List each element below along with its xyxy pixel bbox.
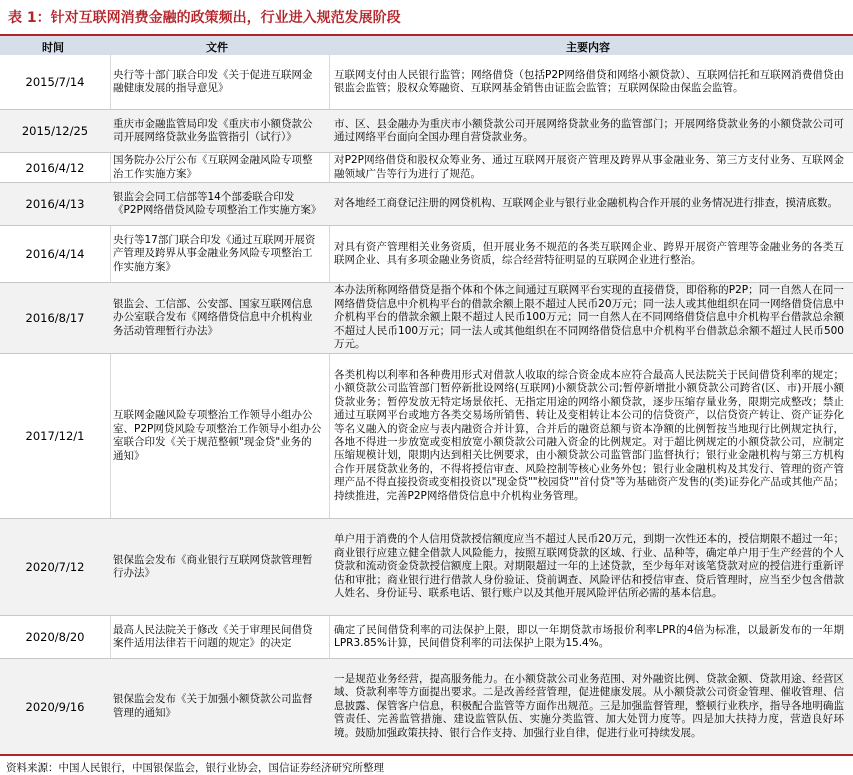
row-time: 2016/8/17 (25, 311, 85, 325)
table-row (0, 616, 853, 659)
table-row (0, 226, 853, 283)
row-time: 2015/12/25 (21, 124, 89, 138)
row-time: 2015/7/14 (25, 75, 85, 89)
table-row (0, 110, 853, 153)
row-time: 2016/4/14 (25, 247, 85, 261)
row-time: 2017/12/1 (25, 429, 85, 443)
table-row (0, 183, 853, 226)
table-row (0, 153, 853, 183)
row-time: 2016/4/12 (25, 160, 85, 175)
table-row (0, 659, 853, 754)
row-document: 央行等17部门联合印发《通过互联网开展资产管理及跨界从事金融业务风险专项整治工作实施方案》 (113, 233, 316, 273)
row-content: 对具有资产管理相关业务资质，但开展业务不规范的各类互联网企业、跨界开展资产管理等金融业务的各类互联网企业、具有多项金融业务资质，综合经营特征明显的互联网企业进行整治。 (334, 240, 844, 266)
row-document: 银监会会同工信部等14个部委联合印发《P2P网络借贷风险专项整治工作实施方案》 (113, 190, 322, 216)
row-document: 最高人民法院关于修改《关于审理民间借贷案件适用法律若干问题的规定》的决定 (113, 623, 313, 649)
row-time: 2020/8/20 (25, 630, 85, 644)
row-content: 确定了民间借贷利率的司法保护上限，即以一年期贷款市场报价利率LPR的4倍为标准，以最新发布的一年期LPR3.85%计算，民间借贷利率的司法保护上限为15.4%。 (334, 623, 844, 649)
table-row (0, 55, 853, 110)
row-document: 重庆市金融监管局印发《重庆市小额贷款公司开展网络贷款业务监管指引（试行）》 (113, 117, 313, 143)
row-time: 2016/4/13 (25, 197, 85, 211)
row-content: 互联网支付由人民银行监管；网络借贷（包括P2P网络借贷和网络小额贷款）、互联网信托和互联网消费借贷由银监会监管；股权众筹融资、互联网基金销售由证监会监管；互联网保险由保监会监管。 (334, 68, 844, 94)
row-document: 互联网金融风险专项整治工作领导小组办公室、P2P网贷风险专项整治工作领导小组办公室联合印发《关于规范整顿"现金贷"业务的通知》 (113, 409, 322, 462)
source-text: 资料来源：中国人民银行，中国银保监会，银行业协会，国信证券经济研究所整理 (6, 762, 384, 774)
table-row (0, 519, 853, 616)
row-content: 对各地经工商登记注册的网贷机构、互联网企业与银行业金融机构合作开展的业务情况进行排查，摸清底数。 (334, 197, 838, 210)
header-time: 时间 (42, 41, 64, 54)
table-title-bar (0, 0, 853, 36)
source-note (0, 754, 853, 775)
row-document: 央行等十部门联合印发《关于促进互联网金融健康发展的指导意见》 (113, 68, 313, 94)
table-header (0, 36, 853, 55)
table-row (0, 283, 853, 354)
row-document: 银监会、工信部、公安部、国家互联网信息办公室联合发布《网络借贷信息中介机构业务活动管理暂行办法》 (113, 297, 313, 337)
row-time: 2020/9/16 (25, 699, 85, 714)
table-title: 表 1：针对互联网消费金融的政策频出，行业进入规范发展阶段 (8, 10, 401, 26)
header-document: 文件 (206, 41, 228, 54)
table-row (0, 354, 853, 519)
row-document: 银保监会发布《商业银行互联网贷款管理暂行办法》 (113, 553, 313, 579)
row-document: 银保监会发布《关于加强小额贷款公司监督管理的通知》 (113, 693, 313, 719)
row-time: 2020/7/12 (25, 560, 85, 574)
row-content: 单户用于消费的个人信用贷款授信额度应当不超过人民币20万元，到期一次性还本的，授信期限不超过一年；商业银行应建立健全借款人风险能力，按照互联网贷款的区域、行业、品种等，确定单户用于生产经营的个人贷款和流动资金贷款授信额度上限。对期限超过一年的上述贷款，至少每年对该笔贷款对应的授信进行重新评估和审批；商业银行进行借款人身份验证、贷前调查、风险评估和授信审查、贷后管理时，应当至少包含借款人姓名、身份证号、联系电话、银行账户以及其他开展风险评估所必需的基本信息。 (334, 533, 844, 600)
row-content: 市、区、县金融办为重庆市小额贷款公司开展网络贷款业务的监管部门；开展网络贷款业务的小额贷款公司可通过网络平台面向全国办理自营贷款业务。 (334, 117, 844, 143)
row-document: 国务院办公厅公布《互联网金融风险专项整治工作实施方案》 (113, 154, 313, 180)
row-content: 各类机构以利率和各种费用形式对借款人收取的综合资金成本应符合最高人民法院关于民间借贷利率的规定；小额贷款公司监管部门暂停新批设网络(互联网)小额贷款公司;暂停新增批小额贷款公司跨省(区、市)开展小额贷款业务；暂停发放无特定场景依托、无指定用途的网络小额贷款，逐步压缩存量业务，限期完成整改；禁止通过互联网平台或地方各类交易场所销售、转让及变相转让本公司的信贷资产，以信贷资产转让、资产证券化等名义融入的资金应与表内融资合并计算，合并后的融资总额与资本净额的比例暂按当地现行比例规定执行，各地不得进一步放宽或变相放宽小额贷款公司融入资金的比例规定。对于超比例规定的小额贷款公司，应制定压缩规模计划，限期内达到相关比例要求，由小额贷款公司监管部门监督执行；银行业金融机构与第三方机构合作开展贷款业务的，不得将授信审查、风险控制等核心业务外包；银行业金融机构及其发行、管理的资产管理产品不得直接投资或变相投资以"现金贷""校园贷""首付贷"等为基础资产发售的(类)证券化产品或其他产品；持续推进，完善P2P网络借贷信息中介机构业务管理。 (334, 368, 844, 502)
row-content: 对P2P网络借贷和股权众筹业务、通过互联网开展资产管理及跨界从事金融业务、第三方支付业务、互联网金融领域广告等行为进行了规范。 (334, 154, 844, 180)
row-content: 一是规范业务经营，提高服务能力。在小额贷款公司业务范围、对外融资比例、贷款金额、贷款用途、经营区域、贷款利率等方面提出要求。二是改善经营管理，促进健康发展。从小额贷款公司资金管理、催收管理、信息披露、保管客户信息，积极配合监管等方面作出规范。三是加强监督管理，整顿行业秩序，指导各地明确监管责任、完善监管措施、建设监管队伍、实施分类监管、加大处罚力度等。四是加大扶持力度，营造良好环境。鼓励加强政策扶持、银行合作支持、加强行业自律，促进行业可持续发展。 (334, 672, 844, 739)
row-content: 本办法所称网络借贷是指个体和个体之间通过互联网平台实现的直接借贷，即俗称的P2P；同一自然人在同一网络借贷信息中介机构平台的借款余额上限不超过人民币20万元；同一法人或其他组织在同一网络借贷信息中介机构平台的借款余额上限不超过人民币100万元；同一自然人在不同网络借贷信息中介机构平台借款总余额不超过人民币100万元；同一法人或其他组织在不同网络借贷信息中介机构平台借款总余额不超过人民币500万元。 (334, 284, 844, 351)
header-content: 主要内容 (566, 41, 610, 54)
